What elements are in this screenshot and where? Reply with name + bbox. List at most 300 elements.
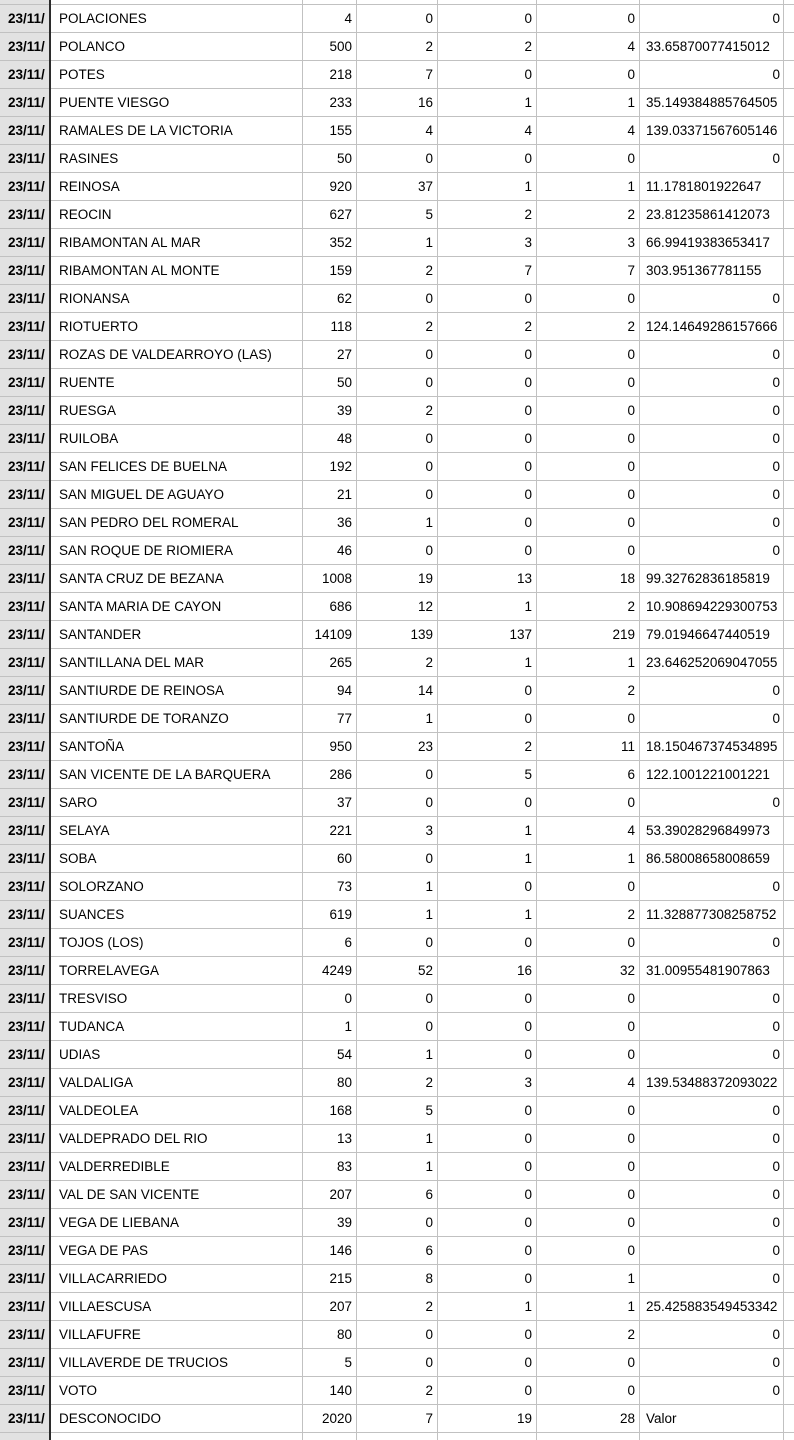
value-cell-2[interactable]: 6 [425,1187,433,1202]
value-cell-1[interactable]: 1008 [321,571,352,586]
value-cell-1[interactable]: 215 [329,1271,352,1286]
value-cell-3[interactable]: 0 [524,459,532,474]
value-cell-3[interactable]: 1 [524,655,532,670]
value-cell-2[interactable]: 0 [425,543,433,558]
value-cell-4[interactable]: 4 [627,39,635,54]
municipality-cell[interactable]: VILLAVERDE DE TRUCIOS [59,1355,229,1370]
value-cell-2[interactable]: 8 [425,1271,433,1286]
value-cell-2[interactable]: 0 [425,1355,433,1370]
value-cell-2[interactable]: 0 [425,347,433,362]
value-cell-1[interactable]: 39 [336,403,352,418]
value-cell-1[interactable]: 218 [329,67,352,82]
value-cell-1[interactable]: 80 [336,1327,352,1342]
date-cell[interactable]: 23/11/ [8,655,45,670]
value-cell-1[interactable]: 1 [344,1019,352,1034]
value-cell-1[interactable]: 619 [329,907,352,922]
rate-cell[interactable]: 0 [772,935,780,950]
rate-cell[interactable]: 0 [772,543,780,558]
rate-cell[interactable]: 99.32762836185819 [646,571,770,586]
value-cell-3[interactable]: 0 [524,403,532,418]
date-cell[interactable]: 23/11/ [8,1159,45,1174]
municipality-cell[interactable]: SAN VICENTE DE LA BARQUERA [59,767,271,782]
value-cell-4[interactable]: 2 [627,207,635,222]
value-cell-3[interactable]: 1 [524,95,532,110]
value-cell-1[interactable]: 4249 [321,963,352,978]
municipality-cell[interactable]: REINOSA [59,179,120,194]
rate-cell[interactable]: 0 [772,347,780,362]
date-cell[interactable]: 23/11/ [8,67,45,82]
rate-cell[interactable]: 0 [772,1019,780,1034]
value-cell-2[interactable]: 3 [425,823,433,838]
municipality-cell[interactable]: SANTIURDE DE TORANZO [59,711,229,726]
value-cell-2[interactable]: 5 [425,1103,433,1118]
value-cell-1[interactable]: 13 [336,1131,352,1146]
value-cell-4[interactable]: 0 [627,1103,635,1118]
date-cell[interactable]: 23/11/ [8,851,45,866]
municipality-cell[interactable]: VALDEPRADO DEL RIO [59,1131,208,1146]
value-cell-4[interactable]: 2 [627,683,635,698]
value-cell-1[interactable]: 37 [336,795,352,810]
date-cell[interactable]: 23/11/ [8,179,45,194]
value-cell-4[interactable]: 1 [627,851,635,866]
rate-cell[interactable]: 0 [772,683,780,698]
value-cell-1[interactable]: 221 [329,823,352,838]
municipality-cell[interactable]: PUENTE VIESGO [59,95,170,110]
value-cell-4[interactable]: 219 [612,627,635,642]
municipality-cell[interactable]: SOBA [59,851,97,866]
value-cell-3[interactable]: 2 [524,319,532,334]
value-cell-2[interactable]: 0 [425,935,433,950]
value-cell-3[interactable]: 1 [524,907,532,922]
municipality-cell[interactable]: VALDERREDIBLE [59,1159,170,1174]
rate-cell[interactable]: 0 [772,795,780,810]
rate-cell[interactable]: 23.81235861412073 [646,207,770,222]
value-cell-4[interactable]: 1 [627,95,635,110]
date-cell[interactable]: 23/11/ [8,1327,45,1342]
date-cell[interactable]: 23/11/ [8,1299,45,1314]
value-cell-4[interactable]: 4 [627,123,635,138]
value-cell-2[interactable]: 1 [425,907,433,922]
value-cell-4[interactable]: 6 [627,767,635,782]
value-cell-3[interactable]: 19 [516,1411,532,1426]
value-cell-3[interactable]: 0 [524,67,532,82]
municipality-cell[interactable]: RIBAMONTAN AL MAR [59,235,201,250]
date-cell[interactable]: 23/11/ [8,739,45,754]
rate-cell[interactable]: 0 [772,291,780,306]
value-cell-2[interactable]: 5 [425,207,433,222]
value-cell-4[interactable]: 0 [627,291,635,306]
rate-cell[interactable]: 86.58008658008659 [646,851,770,866]
value-cell-1[interactable]: 627 [329,207,352,222]
value-cell-2[interactable]: 1 [425,711,433,726]
value-cell-3[interactable]: 1 [524,599,532,614]
value-cell-4[interactable]: 0 [627,515,635,530]
date-cell[interactable]: 23/11/ [8,711,45,726]
municipality-cell[interactable]: SANTOÑA [59,739,125,754]
rate-cell[interactable]: 53.39028296849973 [646,823,770,838]
value-cell-2[interactable]: 7 [425,67,433,82]
value-cell-3[interactable]: 0 [524,515,532,530]
value-cell-1[interactable]: 2020 [321,1411,352,1426]
value-cell-3[interactable]: 5 [524,767,532,782]
value-cell-4[interactable]: 0 [627,1159,635,1174]
value-cell-2[interactable]: 1 [425,1131,433,1146]
value-cell-1[interactable]: 146 [329,1243,352,1258]
value-cell-1[interactable]: 48 [336,431,352,446]
rate-cell[interactable]: 139.53488372093022 [646,1075,778,1090]
municipality-cell[interactable]: UDIAS [59,1047,101,1062]
value-cell-2[interactable]: 2 [425,655,433,670]
municipality-cell[interactable]: VEGA DE LIEBANA [59,1215,180,1230]
value-cell-3[interactable]: 0 [524,347,532,362]
value-cell-2[interactable]: 0 [425,1019,433,1034]
date-cell[interactable]: 23/11/ [8,1075,45,1090]
value-cell-1[interactable]: 192 [329,459,352,474]
value-cell-3[interactable]: 0 [524,1019,532,1034]
municipality-cell[interactable]: SANTANDER [59,627,142,642]
value-cell-4[interactable]: 0 [627,1047,635,1062]
date-cell[interactable]: 23/11/ [8,291,45,306]
date-cell[interactable]: 23/11/ [8,151,45,166]
value-cell-1[interactable]: 207 [329,1299,352,1314]
rate-cell[interactable]: 0 [772,151,780,166]
rate-cell[interactable]: 0 [772,1383,780,1398]
date-cell[interactable]: 23/11/ [8,95,45,110]
municipality-cell[interactable]: SANTA CRUZ DE BEZANA [59,571,224,586]
date-cell[interactable]: 23/11/ [8,39,45,54]
date-cell[interactable]: 23/11/ [8,683,45,698]
value-cell-2[interactable]: 12 [417,599,433,614]
municipality-cell[interactable]: REOCIN [59,207,112,222]
value-cell-1[interactable]: 920 [329,179,352,194]
value-cell-4[interactable]: 0 [627,795,635,810]
date-cell[interactable]: 23/11/ [8,487,45,502]
value-cell-4[interactable]: 0 [627,935,635,950]
date-cell[interactable]: 23/11/ [8,543,45,558]
rate-cell[interactable]: 124.14649286157666 [646,319,778,334]
value-cell-3[interactable]: 1 [524,1299,532,1314]
value-cell-1[interactable]: 159 [329,263,352,278]
date-cell[interactable]: 23/11/ [8,431,45,446]
value-cell-1[interactable]: 265 [329,655,352,670]
rate-cell[interactable]: 0 [772,711,780,726]
rate-cell[interactable]: 11.328877308258752 [646,907,777,922]
date-cell[interactable]: 23/11/ [8,935,45,950]
value-cell-4[interactable]: 1 [627,179,635,194]
date-cell[interactable]: 23/11/ [8,907,45,922]
date-cell[interactable]: 23/11/ [8,1355,45,1370]
rate-cell[interactable]: Valor [646,1411,677,1426]
value-cell-3[interactable]: 0 [524,1159,532,1174]
rate-cell[interactable]: 0 [772,375,780,390]
value-cell-2[interactable]: 14 [417,683,433,698]
rate-cell[interactable]: 0 [772,1159,780,1174]
value-cell-4[interactable]: 0 [627,1243,635,1258]
municipality-cell[interactable]: TUDANCA [59,1019,125,1034]
date-cell[interactable]: 23/11/ [8,1243,45,1258]
rate-cell[interactable]: 35.149384885764505 [646,95,778,110]
date-cell[interactable]: 23/11/ [8,1215,45,1230]
rate-cell[interactable]: 10.908694229300753 [646,599,778,614]
date-cell[interactable]: 23/11/ [8,1019,45,1034]
value-cell-4[interactable]: 0 [627,1383,635,1398]
value-cell-2[interactable]: 0 [425,851,433,866]
date-cell[interactable]: 23/11/ [8,347,45,362]
value-cell-3[interactable]: 0 [524,683,532,698]
value-cell-1[interactable]: 352 [329,235,352,250]
value-cell-1[interactable]: 39 [336,1215,352,1230]
rate-cell[interactable]: 0 [772,1047,780,1062]
value-cell-2[interactable]: 0 [425,431,433,446]
date-cell[interactable]: 23/11/ [8,235,45,250]
value-cell-3[interactable]: 3 [524,1075,532,1090]
rate-cell[interactable]: 0 [772,459,780,474]
value-cell-2[interactable]: 0 [425,151,433,166]
value-cell-3[interactable]: 2 [524,207,532,222]
municipality-cell[interactable]: VILLAFUFRE [59,1327,141,1342]
rate-cell[interactable]: 0 [772,1103,780,1118]
rate-cell[interactable]: 11.1781801922647 [646,179,762,194]
value-cell-4[interactable]: 0 [627,67,635,82]
value-cell-3[interactable]: 0 [524,879,532,894]
municipality-cell[interactable]: RUESGA [59,403,117,418]
value-cell-2[interactable]: 2 [425,1383,433,1398]
value-cell-4[interactable]: 3 [627,235,635,250]
rate-cell[interactable]: 0 [772,879,780,894]
value-cell-1[interactable]: 140 [329,1383,352,1398]
value-cell-1[interactable]: 46 [336,543,352,558]
municipality-cell[interactable]: SANTILLANA DEL MAR [59,655,205,670]
value-cell-3[interactable]: 4 [524,123,532,138]
value-cell-2[interactable]: 0 [425,375,433,390]
municipality-cell[interactable]: RIOTUERTO [59,319,139,334]
value-cell-3[interactable]: 0 [524,1271,532,1286]
value-cell-1[interactable]: 168 [329,1103,352,1118]
rate-cell[interactable]: 0 [772,1327,780,1342]
value-cell-1[interactable]: 77 [336,711,352,726]
value-cell-2[interactable]: 0 [425,991,433,1006]
municipality-cell[interactable]: SELAYA [59,823,110,838]
date-cell[interactable]: 23/11/ [8,319,45,334]
value-cell-4[interactable]: 0 [627,991,635,1006]
municipality-cell[interactable]: SARO [59,795,98,810]
value-cell-3[interactable]: 0 [524,711,532,726]
value-cell-2[interactable]: 23 [417,739,433,754]
date-cell[interactable]: 23/11/ [8,963,45,978]
value-cell-4[interactable]: 0 [627,1187,635,1202]
municipality-cell[interactable]: VALDALIGA [59,1075,134,1090]
value-cell-4[interactable]: 2 [627,907,635,922]
value-cell-2[interactable]: 2 [425,263,433,278]
rate-cell[interactable]: 0 [772,403,780,418]
value-cell-1[interactable]: 50 [336,375,352,390]
date-cell[interactable]: 23/11/ [8,263,45,278]
value-cell-1[interactable]: 80 [336,1075,352,1090]
value-cell-4[interactable]: 0 [627,487,635,502]
value-cell-3[interactable]: 0 [524,291,532,306]
value-cell-3[interactable]: 0 [524,151,532,166]
value-cell-1[interactable]: 0 [344,991,352,1006]
value-cell-3[interactable]: 0 [524,375,532,390]
value-cell-2[interactable]: 4 [425,123,433,138]
value-cell-1[interactable]: 500 [329,39,352,54]
value-cell-1[interactable]: 27 [336,347,352,362]
date-cell[interactable]: 23/11/ [8,823,45,838]
rate-cell[interactable]: 66.99419383653417 [646,235,770,250]
value-cell-3[interactable]: 0 [524,1131,532,1146]
municipality-cell[interactable]: VILLACARRIEDO [59,1271,168,1286]
municipality-cell[interactable]: RIONANSA [59,291,130,306]
value-cell-4[interactable]: 4 [627,823,635,838]
municipality-cell[interactable]: SUANCES [59,907,125,922]
value-cell-4[interactable]: 0 [627,151,635,166]
value-cell-3[interactable]: 0 [524,935,532,950]
value-cell-4[interactable]: 28 [619,1411,635,1426]
value-cell-4[interactable]: 4 [627,1075,635,1090]
value-cell-1[interactable]: 50 [336,151,352,166]
value-cell-1[interactable]: 155 [329,123,352,138]
rate-cell[interactable]: 0 [772,1271,780,1286]
rate-cell[interactable]: 79.01946647440519 [646,627,770,642]
municipality-cell[interactable]: SOLORZANO [59,879,144,894]
value-cell-1[interactable]: 5 [344,1355,352,1370]
rate-cell[interactable]: 0 [772,1187,780,1202]
rate-cell[interactable]: 0 [772,487,780,502]
value-cell-2[interactable]: 52 [417,963,433,978]
value-cell-1[interactable]: 686 [329,599,352,614]
municipality-cell[interactable]: RIBAMONTAN AL MONTE [59,263,220,278]
value-cell-2[interactable]: 1 [425,1047,433,1062]
rate-cell[interactable]: 31.00955481907863 [646,963,770,978]
value-cell-1[interactable]: 207 [329,1187,352,1202]
value-cell-3[interactable]: 0 [524,1215,532,1230]
rate-cell[interactable]: 139.03371567605146 [646,123,778,138]
value-cell-2[interactable]: 2 [425,319,433,334]
value-cell-3[interactable]: 0 [524,1103,532,1118]
municipality-cell[interactable]: TOJOS (LOS) [59,935,144,950]
value-cell-2[interactable]: 139 [410,627,433,642]
municipality-cell[interactable]: VEGA DE PAS [59,1243,149,1258]
value-cell-3[interactable]: 137 [509,627,532,642]
value-cell-4[interactable]: 0 [627,431,635,446]
value-cell-3[interactable]: 0 [524,1327,532,1342]
rate-cell[interactable]: 122.1001221001221 [646,767,770,782]
value-cell-1[interactable]: 73 [336,879,352,894]
value-cell-3[interactable]: 0 [524,487,532,502]
date-cell[interactable]: 23/11/ [8,627,45,642]
municipality-cell[interactable]: VOTO [59,1383,98,1398]
rate-cell[interactable]: 0 [772,1243,780,1258]
value-cell-3[interactable]: 0 [524,795,532,810]
value-cell-3[interactable]: 0 [524,991,532,1006]
value-cell-2[interactable]: 2 [425,1299,433,1314]
municipality-cell[interactable]: VALDEOLEA [59,1103,139,1118]
rate-cell[interactable]: 0 [772,1131,780,1146]
municipality-cell[interactable]: SAN FELICES DE BUELNA [59,459,228,474]
value-cell-4[interactable]: 0 [627,11,635,26]
municipality-cell[interactable]: POLANCO [59,39,126,54]
value-cell-2[interactable]: 0 [425,487,433,502]
municipality-cell[interactable]: VAL DE SAN VICENTE [59,1187,200,1202]
rate-cell[interactable]: 23.646252069047055 [646,655,778,670]
municipality-cell[interactable]: POTES [59,67,105,82]
municipality-cell[interactable]: RAMALES DE LA VICTORIA [59,123,233,138]
value-cell-2[interactable]: 2 [425,403,433,418]
value-cell-1[interactable]: 36 [336,515,352,530]
municipality-cell[interactable]: RASINES [59,151,119,166]
value-cell-2[interactable]: 6 [425,1243,433,1258]
value-cell-4[interactable]: 0 [627,347,635,362]
rate-cell[interactable]: 0 [772,11,780,26]
value-cell-1[interactable]: 14109 [314,627,352,642]
value-cell-2[interactable]: 37 [417,179,433,194]
value-cell-2[interactable]: 19 [417,571,433,586]
value-cell-3[interactable]: 0 [524,543,532,558]
date-cell[interactable]: 23/11/ [8,459,45,474]
value-cell-4[interactable]: 1 [627,1271,635,1286]
value-cell-1[interactable]: 94 [336,683,352,698]
value-cell-4[interactable]: 0 [627,459,635,474]
value-cell-4[interactable]: 0 [627,711,635,726]
date-cell[interactable]: 23/11/ [8,1271,45,1286]
value-cell-1[interactable]: 286 [329,767,352,782]
value-cell-4[interactable]: 0 [627,403,635,418]
municipality-cell[interactable]: VILLAESCUSA [59,1299,152,1314]
rate-cell[interactable]: 0 [772,1355,780,1370]
value-cell-3[interactable]: 0 [524,1243,532,1258]
value-cell-3[interactable]: 13 [516,571,532,586]
municipality-cell[interactable]: SANTA MARIA DE CAYON [59,599,222,614]
value-cell-4[interactable]: 0 [627,375,635,390]
date-cell[interactable]: 23/11/ [8,767,45,782]
rate-cell[interactable]: 0 [772,67,780,82]
value-cell-2[interactable]: 0 [425,1215,433,1230]
value-cell-2[interactable]: 16 [417,95,433,110]
value-cell-2[interactable]: 0 [425,459,433,474]
value-cell-4[interactable]: 1 [627,1299,635,1314]
date-cell[interactable]: 23/11/ [8,403,45,418]
value-cell-4[interactable]: 0 [627,1019,635,1034]
municipality-cell[interactable]: RUENTE [59,375,115,390]
value-cell-4[interactable]: 2 [627,599,635,614]
value-cell-2[interactable]: 0 [425,767,433,782]
value-cell-4[interactable]: 0 [627,543,635,558]
municipality-cell[interactable]: SAN PEDRO DEL ROMERAL [59,515,239,530]
value-cell-4[interactable]: 0 [627,1131,635,1146]
municipality-cell[interactable]: DESCONOCIDO [59,1411,162,1426]
municipality-cell[interactable]: TORRELAVEGA [59,963,160,978]
value-cell-1[interactable]: 83 [336,1159,352,1174]
value-cell-3[interactable]: 1 [524,179,532,194]
value-cell-3[interactable]: 16 [516,963,532,978]
date-cell[interactable]: 23/11/ [8,123,45,138]
date-cell[interactable]: 23/11/ [8,11,45,26]
value-cell-3[interactable]: 1 [524,823,532,838]
value-cell-2[interactable]: 0 [425,795,433,810]
value-cell-4[interactable]: 0 [627,879,635,894]
value-cell-3[interactable]: 2 [524,39,532,54]
value-cell-1[interactable]: 54 [336,1047,352,1062]
municipality-cell[interactable]: SAN ROQUE DE RIOMIERA [59,543,234,558]
date-cell[interactable]: 23/11/ [8,571,45,586]
value-cell-1[interactable]: 60 [336,851,352,866]
municipality-cell[interactable]: SANTIURDE DE REINOSA [59,683,225,698]
rate-cell[interactable]: 0 [772,991,780,1006]
date-cell[interactable]: 23/11/ [8,599,45,614]
date-cell[interactable]: 23/11/ [8,207,45,222]
date-cell[interactable]: 23/11/ [8,375,45,390]
value-cell-1[interactable]: 118 [330,319,352,334]
